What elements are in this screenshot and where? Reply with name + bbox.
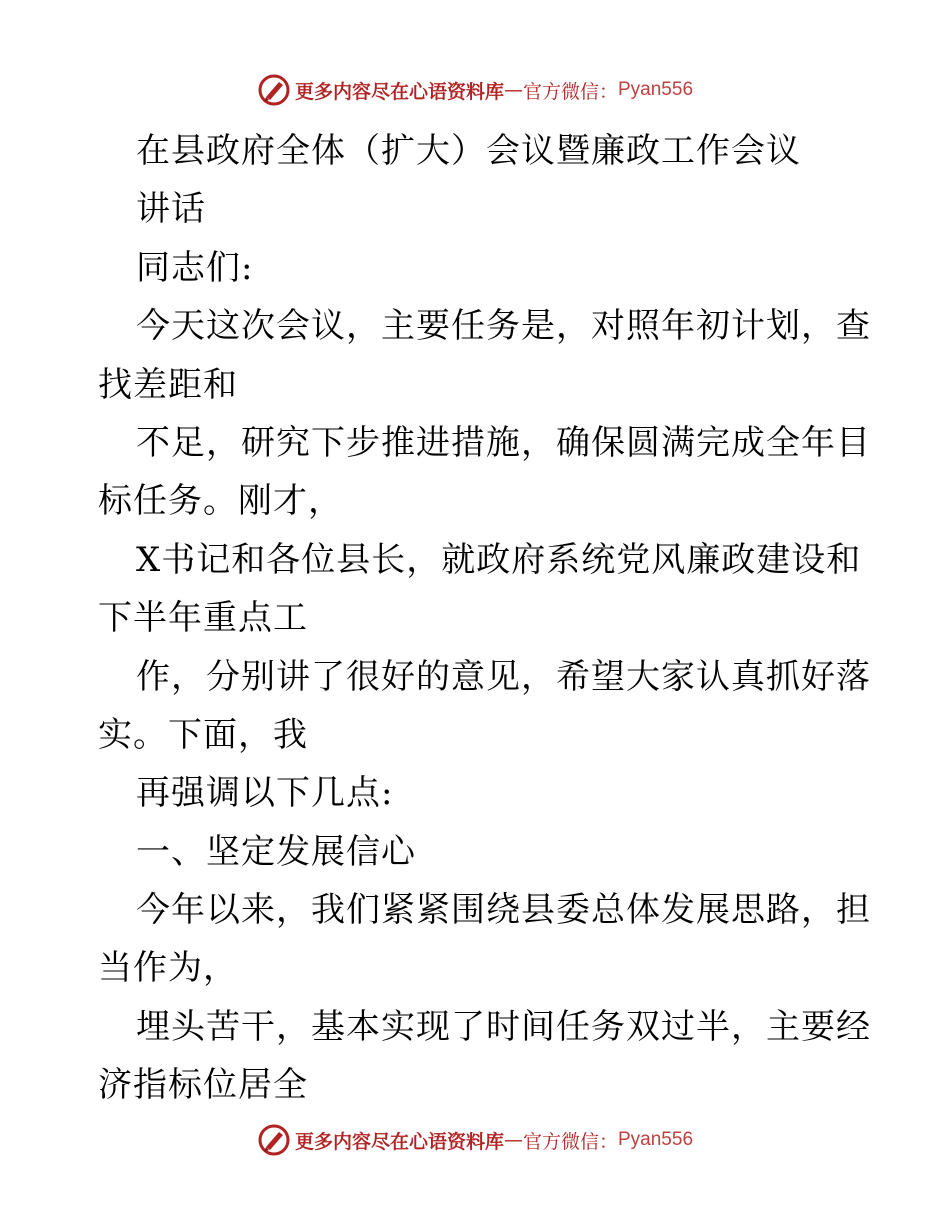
paragraph-line: 标任务。刚才，	[98, 481, 343, 522]
paragraph-line: X书记和各位县长，就政府系统党风廉政建设和	[136, 539, 862, 580]
document-body	[98, 122, 871, 1115]
watermark-wechat-label: 官方微信：	[522, 1130, 618, 1153]
paragraph-line: 埋头苦干，基本实现了时间任务双过半，主要经	[136, 1006, 871, 1047]
salutation: 同志们:	[136, 247, 254, 288]
pen-logo-icon	[257, 73, 291, 107]
section-heading: 一、坚定发展信心	[136, 831, 416, 872]
paragraph-line: 实。下面，我	[98, 714, 308, 755]
paragraph-line: 不足，研究下步推进措施，确保圆满完成全年目	[136, 422, 871, 463]
header-watermark	[0, 70, 950, 110]
paragraph-line: 当作为，	[98, 948, 238, 989]
watermark-wechat-id: Pyan556	[618, 79, 694, 100]
paragraph-line: 下半年重点工	[98, 598, 308, 639]
footer-watermark	[0, 1120, 950, 1160]
watermark-wechat-label: 官方微信：	[522, 80, 618, 103]
title-line-1: 在县政府全体（扩大）会议暨廉政工作会议	[136, 131, 801, 171]
paragraph-line: 找差距和	[98, 364, 238, 405]
watermark-dash: —	[503, 79, 523, 101]
title-line-2: 讲话	[136, 189, 206, 230]
paragraph-line: 今天这次会议，主要任务是，对照年初计划，查	[136, 306, 871, 347]
paragraph-line: 济指标位居全	[98, 1065, 308, 1106]
pen-logo-icon	[257, 1123, 291, 1157]
paragraph-line: 再强调以下几点:	[136, 773, 394, 814]
watermark-main-text: 更多内容尽在心语资料库	[294, 80, 504, 103]
paragraph-line: 作，分别讲了很好的意见，希望大家认真抓好落	[136, 656, 871, 697]
watermark-wechat-id: Pyan556	[618, 1129, 694, 1150]
paragraph-line: 今年以来，我们紧紧围绕县委总体发展思路，担	[136, 890, 871, 931]
watermark-dash: —	[503, 1129, 523, 1151]
watermark-main-text: 更多内容尽在心语资料库	[294, 1130, 504, 1153]
